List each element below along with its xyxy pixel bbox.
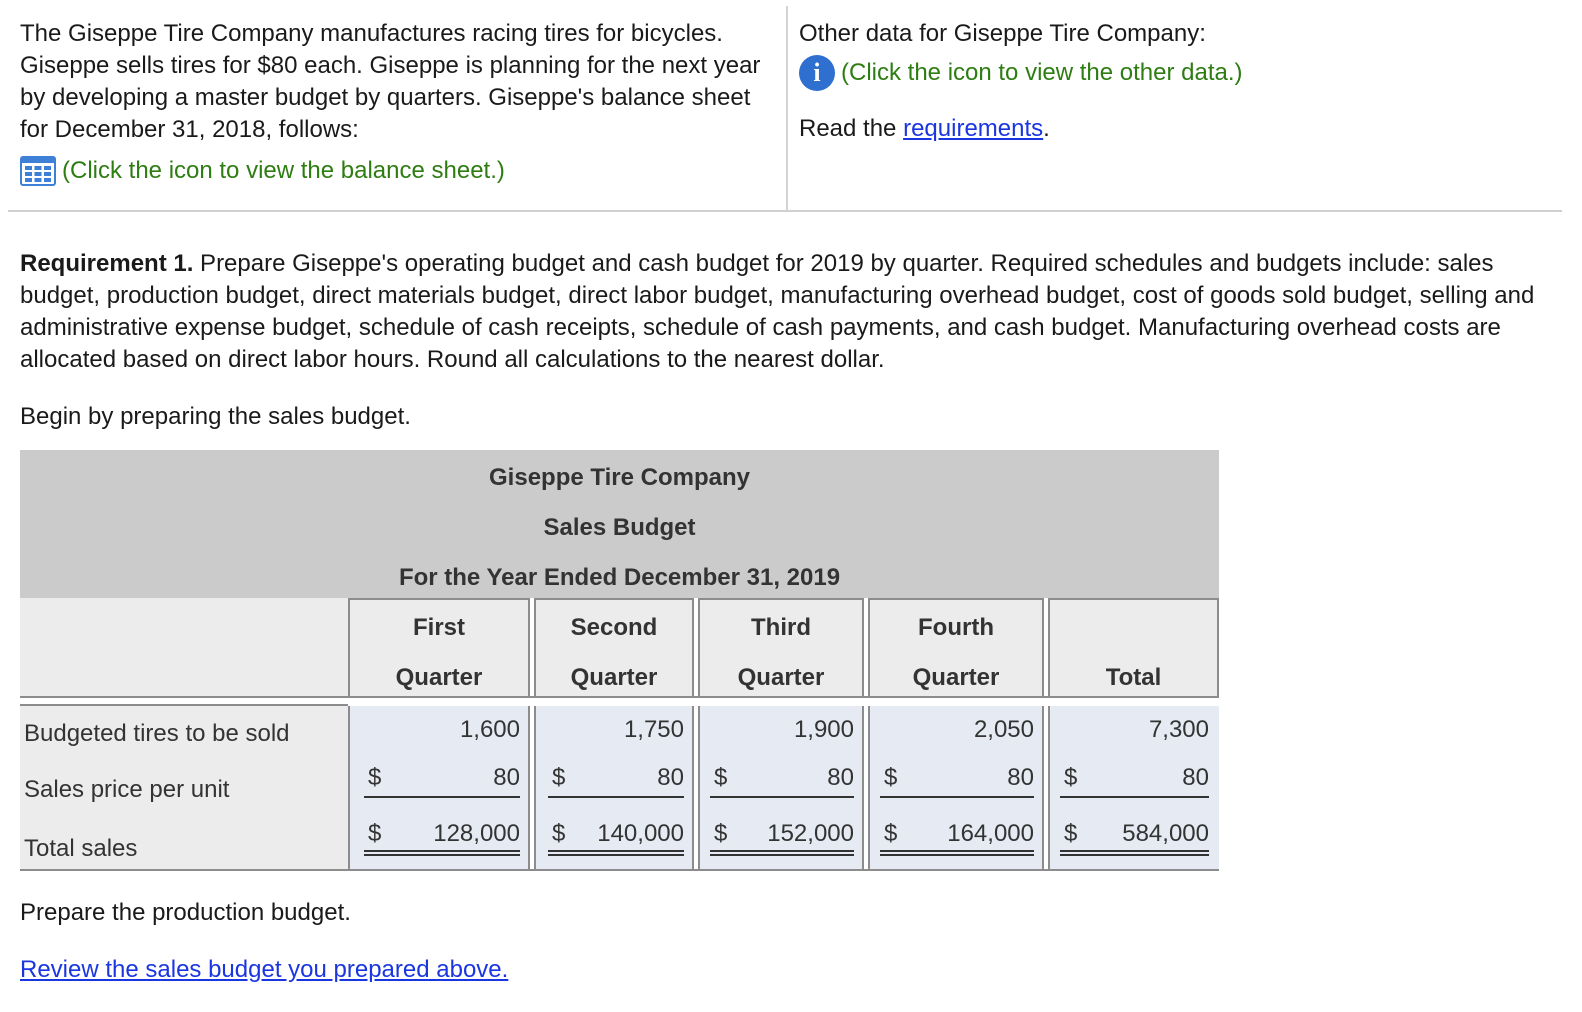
table-bottom-border (20, 869, 1219, 871)
table-title-block (20, 450, 1219, 598)
requirement-text (20, 248, 1550, 376)
col-line2: Total (1105, 664, 1162, 691)
units-value: 1,900 (793, 716, 854, 743)
price-value: 80 (493, 764, 520, 791)
units-value: 7,300 (1148, 716, 1209, 743)
price-underline (710, 796, 854, 798)
currency-symbol: $ (884, 820, 898, 847)
read-suffix: . (1043, 115, 1050, 142)
third-quarter-values (698, 706, 864, 869)
currency-symbol: $ (1064, 820, 1078, 847)
second-quarter-values (534, 706, 694, 869)
read-prefix: Read the (799, 115, 904, 142)
col-fourth-quarter (868, 598, 1044, 698)
total-double-underline (548, 850, 684, 856)
other-data-title: Other data for Giseppe Tire Company: (799, 20, 1206, 47)
column-divider (786, 6, 788, 210)
row-labels (20, 706, 348, 869)
col-line2: Quarter (737, 664, 825, 691)
total-value: 128,000 (433, 820, 520, 847)
total-value: 584,000 (1122, 820, 1209, 847)
price-value: 80 (1182, 764, 1209, 791)
price-label: Sales price per unit (24, 776, 230, 803)
col-total (1048, 598, 1219, 698)
total-double-underline (880, 850, 1034, 856)
price-underline (364, 796, 520, 798)
units-label: Budgeted tires to be sold (24, 720, 290, 747)
col-line2: Quarter (395, 664, 483, 691)
currency-symbol: $ (714, 820, 728, 847)
requirements-link[interactable]: requirements (903, 115, 1044, 142)
top-panel (8, 6, 1562, 212)
total-value: 152,000 (767, 820, 854, 847)
col-first-quarter (348, 598, 530, 698)
header-bottom-border (20, 696, 1219, 698)
price-underline (548, 796, 684, 798)
intro-paragraph: The Giseppe Tire Company manufactures racing tires for bicycles. Giseppe sells tires for $80 each. Giseppe is planning for the next year by developing a master budget by quarters. Giseppe's balance sheet for December 31, 2018, follows: (20, 20, 761, 143)
first-quarter-values (348, 706, 530, 869)
fourth-quarter-values (868, 706, 1044, 869)
currency-symbol: $ (1064, 764, 1078, 791)
intro-column (20, 18, 770, 187)
col-line2: Quarter (570, 664, 658, 691)
budget-title: Sales Budget (543, 514, 696, 541)
col-line1: First (412, 614, 465, 641)
currency-symbol: $ (552, 820, 566, 847)
currency-symbol: $ (368, 820, 382, 847)
currency-symbol: $ (368, 764, 382, 791)
sales-budget-table (20, 450, 1219, 871)
total-value: 140,000 (597, 820, 684, 847)
grid-icon[interactable] (20, 156, 56, 186)
price-underline (880, 796, 1034, 798)
other-data-link[interactable]: (Click the icon to view the other data.) (841, 59, 1243, 86)
price-value: 80 (827, 764, 854, 791)
company-name: Giseppe Tire Company (489, 464, 750, 491)
col-line1: Second (570, 614, 658, 641)
budget-period: For the Year Ended December 31, 2019 (398, 564, 841, 591)
price-value: 80 (657, 764, 684, 791)
total-label: Total sales (24, 835, 138, 862)
other-data-column (799, 18, 1539, 145)
balance-sheet-link-row[interactable] (20, 155, 770, 187)
col-line1: Fourth (918, 614, 994, 641)
units-value: 1,600 (459, 716, 520, 743)
currency-symbol: $ (552, 764, 566, 791)
total-value: 164,000 (947, 820, 1034, 847)
col-line2: Quarter (912, 664, 1000, 691)
total-values (1048, 706, 1219, 869)
currency-symbol: $ (714, 764, 728, 791)
balance-sheet-link[interactable]: (Click the icon to view the balance sheet.) (62, 157, 505, 184)
units-value: 2,050 (973, 716, 1034, 743)
requirement-body: Prepare Giseppe's operating budget and cash budget for 2019 by quarter. Required schedules and budgets include: sales budget, production budget, direct materials budget, direct labor budget, manufacturing overhead budget, cost of goods sold budget, selling and administrative expense budget, schedule of cash receipts, schedule of cash payments, and cash budget. Manufacturing overhead costs are allocated based on direct labor hours. Round all calculations to the nearest dollar. (20, 250, 1535, 373)
col-third-quarter (698, 598, 864, 698)
header-label-cell (20, 598, 348, 698)
total-double-underline (710, 850, 854, 856)
label-top-border (20, 704, 348, 706)
prepare-production-text: Prepare the production budget. (20, 899, 351, 926)
currency-symbol: $ (884, 764, 898, 791)
price-value: 80 (1007, 764, 1034, 791)
info-icon[interactable]: i (799, 55, 835, 91)
col-second-quarter (534, 598, 694, 698)
price-underline (1060, 796, 1209, 798)
col-line1: Third (751, 614, 811, 641)
units-value: 1,750 (623, 716, 684, 743)
requirement-label: Requirement 1. (20, 250, 194, 277)
begin-instruction: Begin by preparing the sales budget. (20, 403, 411, 430)
review-sales-budget-link[interactable]: Review the sales budget you prepared above. (20, 956, 509, 983)
other-data-link-row[interactable] (799, 55, 1539, 91)
read-requirements (799, 113, 1539, 145)
total-double-underline (364, 850, 520, 856)
total-double-underline (1060, 850, 1209, 856)
